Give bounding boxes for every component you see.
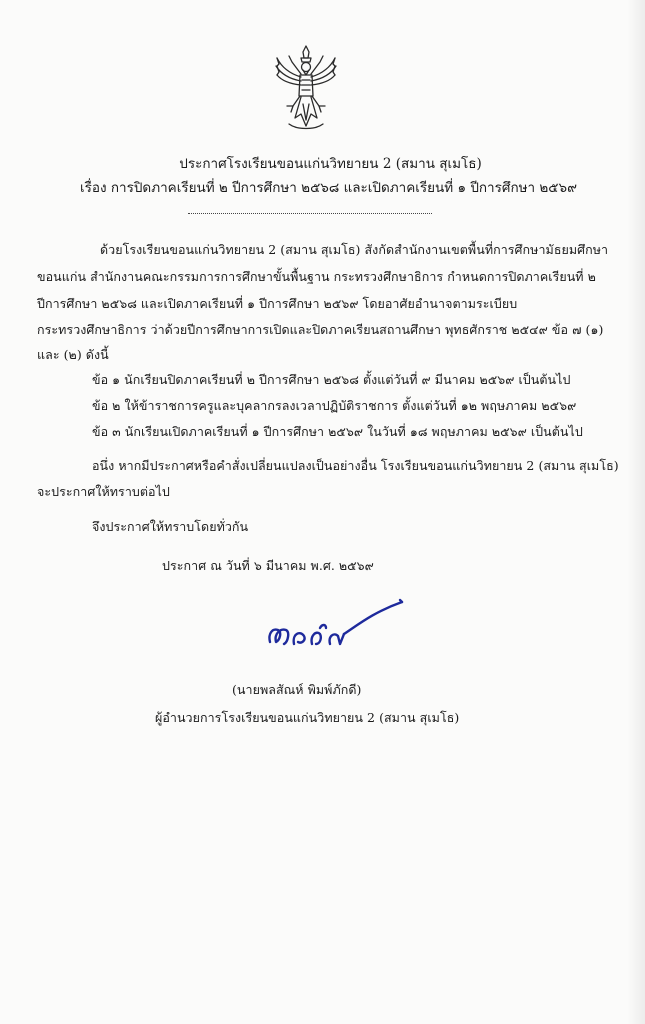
handwritten-signature xyxy=(264,598,414,660)
dotted-divider xyxy=(188,213,432,214)
body-paragraph-line: และ (๒) ดังนี้ xyxy=(37,347,109,362)
announcement-item: ข้อ ๒ ให้ข้าราชการครูและบุคลากรลงเวลาปฏิบัติราชการ ตั้งแต่วันที่ ๑๒ พฤษภาคม ๒๕๖๙ xyxy=(92,398,577,413)
announcement-item: ข้อ ๑ นักเรียนปิดภาคเรียนที่ ๒ ปีการศึกษา ๒๕๖๘ ตั้งแต่วันที่ ๙ มีนาคม ๒๕๖๙ เป็นต้นไป xyxy=(92,372,571,387)
body-paragraph-line: ขอนแก่น สำนักงานคณะกรรมการการศึกษาขั้นพื้นฐาน กระทรวงศึกษาธิการ กำหนดการปิดภาคเรียนที่ ๒ xyxy=(37,269,596,284)
body-paragraph-line: ด้วยโรงเรียนขอนแก่นวิทยายน 2 (สมาน สุเมโธ) สังกัดสำนักงานเขตพื้นที่การศึกษามัธยมศึกษา xyxy=(100,242,609,257)
announcement-title: ประกาศโรงเรียนขอนแก่นวิทยายน 2 (สมาน สุเมโธ) xyxy=(179,156,482,172)
announcement-item: ข้อ ๓ นักเรียนเปิดภาคเรียนที่ ๑ ปีการศึกษา ๒๕๖๙ ในวันที่ ๑๘ พฤษภาคม ๒๕๖๙ เป็นต้นไป xyxy=(92,424,583,439)
body-paragraph-line: กระทรวงศึกษาธิการ ว่าด้วยปีการศึกษาการเปิดและปิดภาคเรียนสถานศึกษา พุทธศักราช ๒๕๔๙ ข้อ ๗ (๑) xyxy=(37,322,604,337)
announcement-date: ประกาศ ณ วันที่ ๖ มีนาคม พ.ศ. ๒๕๖๙ xyxy=(162,558,374,573)
signer-position: ผู้อำนวยการโรงเรียนขอนแก่นวิทยายน 2 (สมาน สุเมโธ) xyxy=(155,710,460,725)
garuda-emblem-icon xyxy=(273,44,339,132)
announcement-subject: เรื่อง การปิดภาคเรียนที่ ๒ ปีการศึกษา ๒๕๖๘ และเปิดภาคเรียนที่ ๑ ปีการศึกษา ๒๕๖๙ xyxy=(80,180,577,196)
signer-name: (นายพลสัณห์ พิมพ์ภักดี) xyxy=(232,682,362,697)
body-paragraph-line: ปีการศึกษา ๒๕๖๘ และเปิดภาคเรียนที่ ๑ ปีการศึกษา ๒๕๖๙ โดยอาศัยอำนาจตามระเบียบ xyxy=(37,296,518,311)
closing-statement: จึงประกาศให้ทราบโดยทั่วกัน xyxy=(92,519,249,534)
notice-paragraph-line: จะประกาศให้ทราบต่อไป xyxy=(37,484,170,499)
notice-paragraph-line: อนึ่ง หากมีประกาศหรือคำสั่งเปลี่ยนแปลงเป็นอย่างอื่น โรงเรียนขอนแก่นวิทยายน 2 (สมาน สุเมโธ) xyxy=(92,458,619,473)
